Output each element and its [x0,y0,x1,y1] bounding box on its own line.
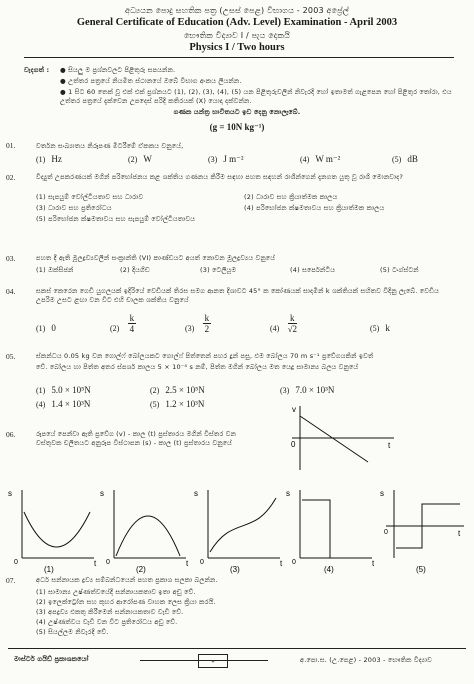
option-1[interactable]: (1) 0 [36,323,56,333]
q6-option-graphs [8,486,468,574]
svg-text:0: 0 [106,559,110,566]
svg-text:s: s [286,489,290,498]
option-4-graph [286,489,375,574]
option-4[interactable]: (4) සර්පෙන්ටිය [290,266,336,274]
option-2[interactable]: (2) දියගිඩ [120,266,150,274]
question-text: විද්‍යුත් උපකරණයක් මගින් පරිභෝජනය කළ ශක්තිය ගණනය කිරීම සඳහා පහත සඳහන් රාශීන්ගෙන් දැනගත යුතු වූ රාශි මොනවාද? [36,173,404,181]
question-number: 06. [6,430,16,439]
option-1-label: (1) [44,565,54,574]
option-3[interactable]: (3) J m⁻² [208,154,244,164]
exam-title: General Certificate of Education (Adv. Level) Examination - April 2003 [76,17,398,28]
svg-text:t: t [458,529,461,538]
instruction-item-3: ● 1 සිට 60 තෙක් වූ එක් එක් ප්‍රශ්නයට (1), (2), (3), (4), (5) යන පිළිතුරුවලින් නිවැරදි හෝ ඉතාමත් ගැළපෙන හෝ පිළිතුර තෝරා, එය උත්තර පත්‍රයේ දැක්වෙන උපදෙස් පරිදි කතිරයක් (X) යොදා දක්වන්න. [60,88,452,105]
gravity-value: (g = 10N kg⁻¹) [209,122,265,132]
option-3[interactable]: (3) $\frac{k}{2}$ [185,313,210,334]
question-text: පහත දී ඇති මූලද්‍රව්‍යවලින් සංක්‍රාන්ති (VI) කාණ්ඩයට අයත් නොවන මූලද්‍රව්‍යය වනුයේ [36,254,276,262]
option-4[interactable]: (4) පරිභෝජන ක්ෂමතාවය සහ ක්‍රියාත්මක කාලය [244,204,385,212]
footer-right-text: අ.පො.ස. (උ.පෙළ) - 2003 - භෞතික විද්‍යාව [300,656,433,664]
svg-text:t: t [186,559,189,568]
option-2[interactable]: (2) ඉලෙක්ට්‍රෝන සහ කුහර ආරෝපණ වාහක ලෙස ක්‍රියා කරයි. [36,598,216,606]
svg-text:s: s [8,489,12,498]
origin-label: 0 [291,440,296,449]
option-2[interactable]: (2) 2.5 × 10⁵N [150,385,205,395]
svg-text:s: s [380,489,384,498]
header-rule [24,57,454,58]
publisher-name: මාස්ටර් ගයිඩ් ප්‍රකාශකයෝ [14,655,89,663]
svg-text:0: 0 [200,559,204,566]
option-3-graph [194,489,283,574]
option-4[interactable]: (4) W m⁻² [300,154,341,164]
option-1[interactable]: (1) සැපයුම් වෝල්ටීයතාව සහ ධාරාව [36,193,144,201]
svg-text:0: 0 [292,559,296,566]
option-1[interactable]: (1) Hz [36,154,62,164]
velocity-time-graph [288,402,398,474]
option-1[interactable]: (1) 5.0 × 10⁵N [36,385,91,395]
question-text: අර්ධ සන්නායක ද්‍රව්‍ය සම්බන්ධයෙන් පහත ප්‍රකාශ සලකා බලන්න. [36,576,218,584]
footer-line-right [228,660,268,661]
option-4[interactable]: (4) උෂ්ණත්වය වැඩි වන විට ප්‍රතිරෝධය අඩු වේ. [36,618,178,626]
question-text: වර්තන සංඛ්‍යාතය නිරූපණ මිටරීමේ ඒකකය වනුයේ, [36,142,184,150]
svg-text:t: t [94,559,97,568]
question-number: 02. [6,173,16,182]
option-5[interactable]: (5) සියල්ලම නිවැරදි වේ. [36,628,109,636]
option-4-label: (4) [324,565,334,574]
sinhala-exam-line: අධ්‍යයන පොදු සහතික පත්‍ර (උසස් පෙළ) විභාගය - 2003 අප්‍රේල් [124,6,350,15]
question-number: 01. [6,141,16,150]
option-5[interactable]: (5) k [370,323,390,333]
question-number: 04. [6,287,16,296]
option-3[interactable]: (3) 7.0 × 10³N [280,385,335,395]
sinhala-subject-line: භෞතික විද්‍යාව I / පැය දෙකයි [183,31,291,40]
option-3[interactable]: (3) ධාරාව සහ ප්‍රතිරෝධය [36,204,112,212]
option-4[interactable]: (4) 1.4 × 10³N [36,399,91,409]
option-3[interactable]: (3) ටෙලියූම [200,266,237,274]
axis-label-v: v [292,405,296,414]
axis-label-t: t [388,441,391,450]
option-5[interactable]: (5) පරිභෝජන ක්ෂමතාවය සහ සැපයුම් වෝල්ටීයතාවය [36,215,196,223]
instruction-item-1: ● සියලු ම ප්‍රශ්නවලට පිළිතුරු සපයන්න. [60,66,176,74]
svg-text:0: 0 [384,529,388,536]
question-text: රූපයේ පෙන්වා ඇති ප්‍රවේග (v) - කාල (t) ප්‍රස්තාරය මගින් විස්තර වන වස්තුවක චලිතයට අනුරූප විස්ථාපන (s) - කාල (t) ප්‍රස්තාරය වනුයේ [36,430,237,447]
paper-title: Physics I / Two hours [189,42,285,53]
option-5-graph [380,489,464,574]
calculator-note: ගණක යන්ත්‍ර භාවිතයට ඉඩ දෙනු නොලැබේ. [173,108,301,116]
option-5[interactable]: (5) ටංග්ස්ටන් [380,266,419,274]
question-text: සකස් කෙරෙන ගෙඩී යුගලයක් ඉදිරියේ වෙඩියක් තිරස සමග ආනත දිශාවට 45° ක කෝණයක් සාදමින් k ශක්තියක් සහිතව විදිනු ලැබේ. වෙඩිය උපරිම උසට ළඟා වන විට එහි චාලක ශක්තිය වනුයේ [36,287,439,304]
option-1[interactable]: (1) සාමාන්‍ය උෂ්ණත්වයේදී සන්නායකතාව ඉතා අඩු වේ. [36,588,196,596]
option-5[interactable]: (5) dB [392,154,418,164]
question-number: 07. [6,576,16,585]
option-2-label: (2) [136,565,146,574]
option-1[interactable]: (1) ඔක්සිජන් [36,266,74,274]
option-3-label: (3) [230,565,240,574]
question-text-line-1: ස්කන්ධය 0.05 kg වන ගොල්ෆ් බෝලයකට ගොල්ෆ් පිත්තෙන් පහර දුන් පසු, එම බෝලය 70 m s⁻¹ ප්‍රවේගයකින් ඉවත් [36,352,374,360]
question-number: 03. [6,254,16,263]
option-4[interactable]: (4) $\frac{k}{√2}$ [270,313,298,334]
svg-text:s: s [100,489,104,498]
instruction-item-2: ● උත්තර පත්‍රයේ නියමිත ස්ථානයේ ඔබේ විභාග අංකය ලියන්න. [60,77,242,85]
option-2[interactable]: (2) ධාරාව සහ ක්‍රියාත්මක කාලය [244,193,338,201]
question-number: 05. [6,352,16,361]
option-3[interactable]: (3) අපද්‍රව්‍ය එකතු කිරීමෙන් සන්නායකතාව වැඩි වේ. [36,608,184,616]
option-5-label: (5) [416,565,426,574]
option-5[interactable]: (5) 1.2 × 10³N [150,399,205,409]
option-2[interactable]: (2) $\frac{k}{4}$ [110,313,135,334]
option-2-graph [100,489,189,574]
svg-text:s: s [194,489,198,498]
option-2[interactable]: (2) W [128,154,152,164]
footer-rule [8,648,466,649]
page-marker: - [198,654,228,668]
svg-text:0: 0 [14,559,18,566]
svg-text:t: t [372,559,375,568]
svg-text:t: t [280,559,283,568]
instructions-label: වැදගත් : [24,66,50,74]
question-text-line-2: වේ. බෝලය හා පිත්ත අතර ස්පර්ශ කාලය 5 × 10⁻⁴ s නම්, පිත්ත මගින් බෝලය මත යෙදූ සාමාන්‍ය බලය වනුයේ [36,363,359,371]
option-1-graph [8,489,97,574]
